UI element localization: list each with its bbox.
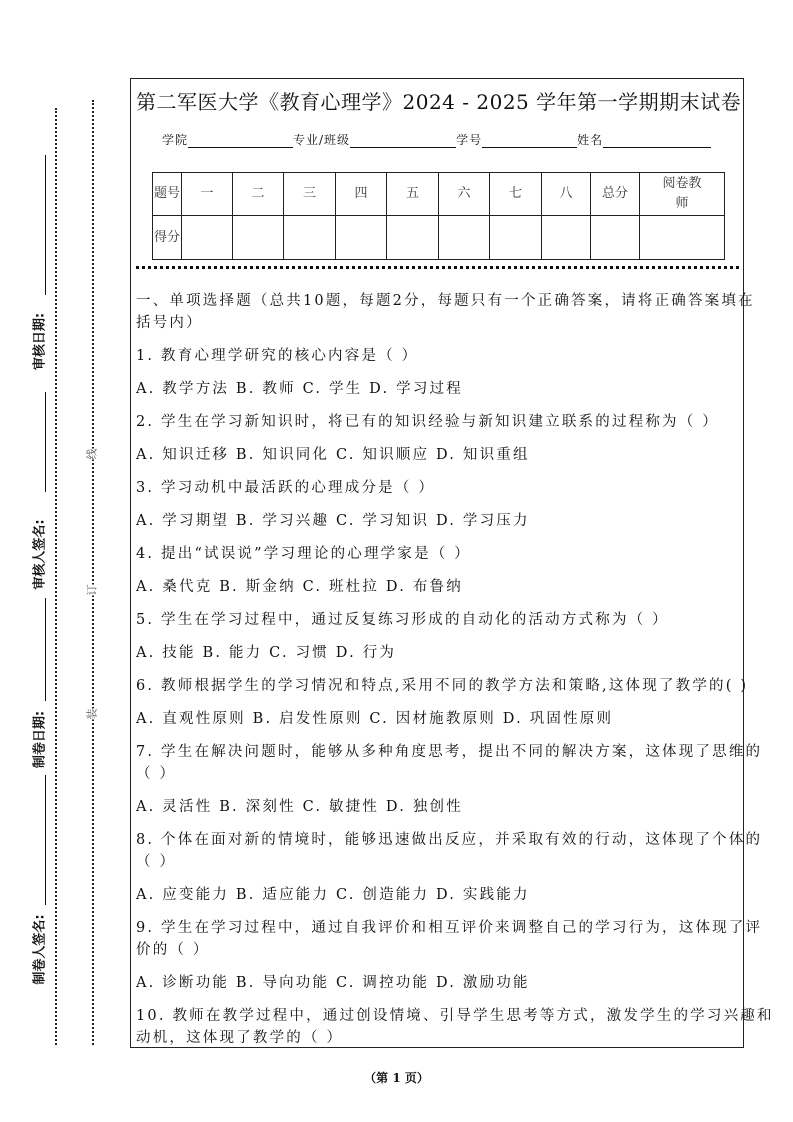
student-id-label: 学号 <box>456 133 483 147</box>
question-options: A. 教学方法 B. 教师 C. 学生 D. 学习过程 <box>136 381 463 397</box>
question-stem-line: 动机，这体现了教学的（ ） <box>136 1030 344 1046</box>
row-label-question-number: 题号 <box>153 173 182 216</box>
question-6 <box>136 675 749 697</box>
score-cell[interactable] <box>542 216 591 260</box>
section-heading-line: 括号内） <box>136 315 203 331</box>
question-7 <box>136 741 763 785</box>
score-header-cell: 五 <box>387 173 439 216</box>
score-header-cell: 阅卷教师 <box>640 173 725 216</box>
question-options: A. 知识迁移 B. 知识同化 C. 知识顺应 D. 知识重组 <box>136 447 530 463</box>
question-stem-line: 3. 学习动机中最活跃的心理成分是（ ） <box>136 480 436 496</box>
score-cell[interactable] <box>233 216 284 260</box>
question-options: A. 诊断功能 B. 导向功能 C. 调控功能 D. 激励功能 <box>136 975 530 991</box>
score-header-cell: 七 <box>490 173 542 216</box>
exam-title: 第二军医大学《教育心理学》2024 - 2025 学年第一学期期末试卷 <box>136 90 742 114</box>
question-10 <box>136 1005 774 1049</box>
signature-line <box>45 392 46 492</box>
question-stem-line: 6. 教师根据学生的学习情况和特点,采用不同的教学方法和策略,这体现了教学的( ) <box>136 678 749 694</box>
question-stem-line: 5. 学生在学习过程中，通过反复练习形成的自动化的活动方式称为（ ） <box>136 612 669 628</box>
page-number: （第 1 页） <box>364 1071 429 1085</box>
name-label: 姓名 <box>577 133 604 147</box>
major-class-label: 专业/班级 <box>293 133 351 147</box>
score-header-cell: 总分 <box>591 173 640 216</box>
name-field[interactable] <box>603 133 711 148</box>
college-field[interactable] <box>188 133 293 148</box>
student-info-row <box>162 131 711 148</box>
binding-mark-bind: 装 <box>85 708 99 720</box>
question-2 <box>136 411 742 433</box>
question-options: A. 学习期望 B. 学习兴趣 C. 学习知识 D. 学习压力 <box>136 513 530 529</box>
section-heading-line: 一、单项选择题（总共10题，每题2分，每题只有一个正确答案，请将正确答案填在 <box>136 293 755 309</box>
question-stem-line: 8. 个体在面对新的情境时，能够迅速做出反应，并采取有效的行动，这体现了个体的 <box>136 832 763 848</box>
question-stem-line: （ ） <box>136 766 177 782</box>
question-4 <box>136 543 742 565</box>
score-header-cell: 一 <box>182 173 233 216</box>
question-3 <box>136 477 742 499</box>
separator-dotted-line <box>136 266 739 269</box>
question-stem-line: 10. 教师在教学过程中，通过创设情境、引导学生思考等方式，激发学生的学习兴趣和 <box>136 1008 774 1024</box>
question-options: A. 技能 B. 能力 C. 习惯 D. 行为 <box>136 645 397 661</box>
question-8 <box>136 829 763 873</box>
question-9 <box>136 917 763 961</box>
score-cell[interactable] <box>439 216 490 260</box>
binding-mark-staple: 订 <box>85 584 99 596</box>
question-stem-line: 价的（ ） <box>136 942 210 958</box>
question-1 <box>136 345 742 367</box>
major-class-field[interactable] <box>350 133 456 148</box>
question-5 <box>136 609 742 631</box>
score-cell[interactable] <box>640 216 725 260</box>
score-header-cell: 六 <box>439 173 490 216</box>
question-options: A. 直观性原则 B. 启发性原则 C. 因材施教原则 D. 巩固性原则 <box>136 711 614 727</box>
score-cell[interactable] <box>284 216 336 260</box>
score-table <box>152 172 725 260</box>
reviewer-signature-label: 审核人签名: <box>32 519 48 590</box>
score-cell[interactable] <box>387 216 439 260</box>
row-label-score: 得分 <box>153 216 182 260</box>
college-label: 学院 <box>162 133 189 147</box>
question-stem-line: 2. 学生在学习新知识时，将已有的知识经验与新知识建立联系的过程称为（ ） <box>136 414 719 430</box>
score-header-cell: 三 <box>284 173 336 216</box>
score-cell[interactable] <box>182 216 233 260</box>
score-cell[interactable] <box>591 216 640 260</box>
student-id-field[interactable] <box>482 133 577 148</box>
signature-line <box>45 598 46 701</box>
question-options: A. 应变能力 B. 适应能力 C. 创造能力 D. 实践能力 <box>136 887 530 903</box>
review-date-label: 审核日期: <box>32 312 48 371</box>
signature-line <box>45 155 46 295</box>
question-stem-line: 1. 教育心理学研究的核心内容是（ ） <box>136 348 419 364</box>
question-stem-line: 4. 提出“试误说”学习理论的心理学家是（ ） <box>136 546 471 562</box>
score-cell[interactable] <box>336 216 387 260</box>
binding-mark-line: 线 <box>85 448 99 460</box>
score-header-cell: 八 <box>542 173 591 216</box>
question-options: A. 灵活性 B. 深刻性 C. 敏捷性 D. 独创性 <box>136 799 463 815</box>
question-stem-line: 7. 学生在解决问题时，能够从多种角度思考，提出不同的解决方案，这体现了思维的 <box>136 744 763 760</box>
binding-dotted-line-outer <box>55 108 57 1045</box>
question-options: A. 桑代克 B. 斯金纳 C. 班杜拉 D. 布鲁纳 <box>136 579 463 595</box>
score-header-cell: 二 <box>233 173 284 216</box>
binding-dotted-line-inner <box>92 100 94 1045</box>
paper-date-label: 制卷日期: <box>32 710 48 769</box>
section-heading <box>136 290 755 334</box>
paper-maker-signature-label: 制卷人签名: <box>32 914 48 985</box>
signature-line <box>45 775 46 905</box>
question-section <box>136 290 774 1060</box>
score-cell[interactable] <box>490 216 542 260</box>
score-header-cell: 四 <box>336 173 387 216</box>
question-stem-line: （ ） <box>136 854 177 870</box>
question-stem-line: 9. 学生在学习过程中，通过自我评价和相互评价来调整自己的学习行为，这体现了评 <box>136 920 763 936</box>
